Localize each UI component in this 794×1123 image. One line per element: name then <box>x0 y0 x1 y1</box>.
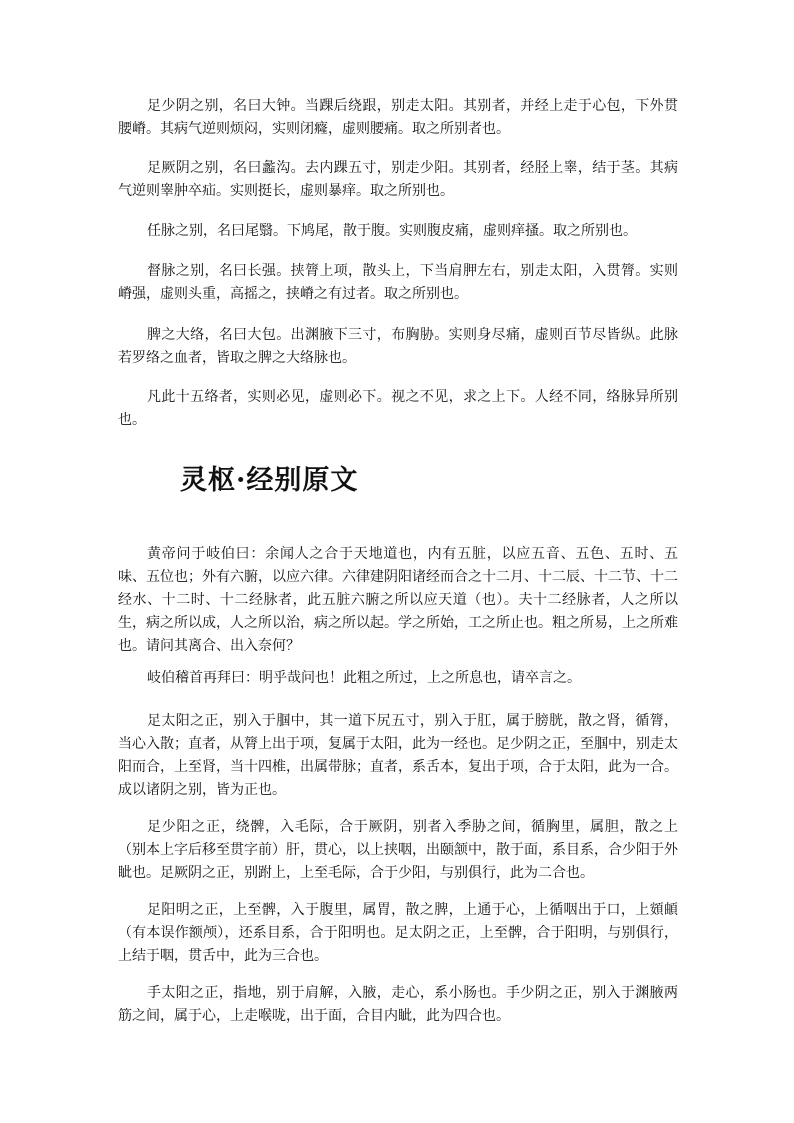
paragraph-huangdi-question: 黄帝问于岐伯曰：余闻人之合于天地道也，内有五脏，以应五音、五色、五时、五味、五位也；外有六腑，以应六律。六律建阴阳诸经而合之十二月、十二辰、十二节、十二经水、十二时、十二经脉者，此五脏六腑之所以应天道（也）。夫十二经脉者，人之所以生，病之所以成，人之所以治，病之所以起。学之所始，工之所止也。粗之所易，上之所难也。请问其离合、出入奈何？ <box>118 546 678 654</box>
paragraph-shaoyin-luo: 足少阴之别，名曰大钟。当踝后绕跟，别走太阳。其别者，并经上走于心包，下外贯腰嵴。其病气逆则烦闷，实则闭癃，虚则腰痛。取之所别者也。 <box>118 98 678 137</box>
paragraph-jueyin-luo: 足厥阴之别，名曰蠡沟。去内踝五寸，别走少阳。其别者，经胫上睾，结于茎。其病气逆则睾肿卒疝。实则挺长，虚则暴痒。取之所别也。 <box>118 160 678 199</box>
paragraph-spleen-luo: 脾之大络，名曰大包。出渊腋下三寸，布胸胁。实则身尽痛，虚则百节尽皆纵。此脉若罗络之血者，皆取之脾之大络脉也。 <box>118 327 678 366</box>
paragraph-fourth-union: 手太阳之正，指地，别于肩解，入腋，走心，系小肠也。手少阴之正，别入于渊腋两筋之间，属于心，上走喉咙，出于面，合目内眦，此为四合也。 <box>118 985 678 1024</box>
section-heading: 灵枢·经别原文 <box>180 465 359 496</box>
paragraph-qibo-reply: 岐伯稽首再拜曰：明乎哉问也！此粗之所过，上之所息也，请卒言之。 <box>147 670 581 686</box>
paragraph-third-union: 足阳明之正，上至髀，入于腹里，属胃，散之脾，上通于心，上循咽出于口，上頞頔（有本误作额颅），还系目系，合于阳明也。足太阴之正，上至髀，合于阳明，与别俱行，上结于咽，贯舌中，此为三合也。 <box>118 902 678 964</box>
paragraph-second-union: 足少阳之正，绕髀，入毛际，合于厥阴，别者入季胁之间，循胸里，属胆，散之上（别本上字后移至贯字前）肝，贯心，以上挟咽，出颐颔中，散于面，系目系，合少阳于外眦也。足厥阴之正，别跗上，上至毛际，合于少阳，与别俱行，此为二合也。 <box>118 819 678 881</box>
paragraph-first-union: 足太阳之正，别入于腘中，其一道下尻五寸，别入于肛，属于膀胱，散之肾，循膂，当心入散；直者，从膂上出于项，复属于太阳，此为一经也。足少阴之正，至腘中，别走太阳而合，上至肾，当十四椎，出属带脉；直者，系舌本，复出于项，合于太阳，此为一合。成以诸阴之别，皆为正也。 <box>118 713 678 798</box>
paragraph-ren-luo: 任脉之别，名曰尾翳。下鸠尾，散于腹。实则腹皮痛，虚则痒搔。取之所别也。 <box>147 223 637 239</box>
paragraph-du-luo: 督脉之别，名曰长强。挟膂上项，散头上，下当肩胛左右，别走太阳，入贯膂。实则嵴强，虚则头重，高摇之，挟嵴之有过者。取之所别也。 <box>118 263 678 302</box>
paragraph-fifteen-luo: 凡此十五络者，实则必见，虚则必下。视之不见，求之上下。人经不同，络脉异所别也。 <box>118 389 678 428</box>
